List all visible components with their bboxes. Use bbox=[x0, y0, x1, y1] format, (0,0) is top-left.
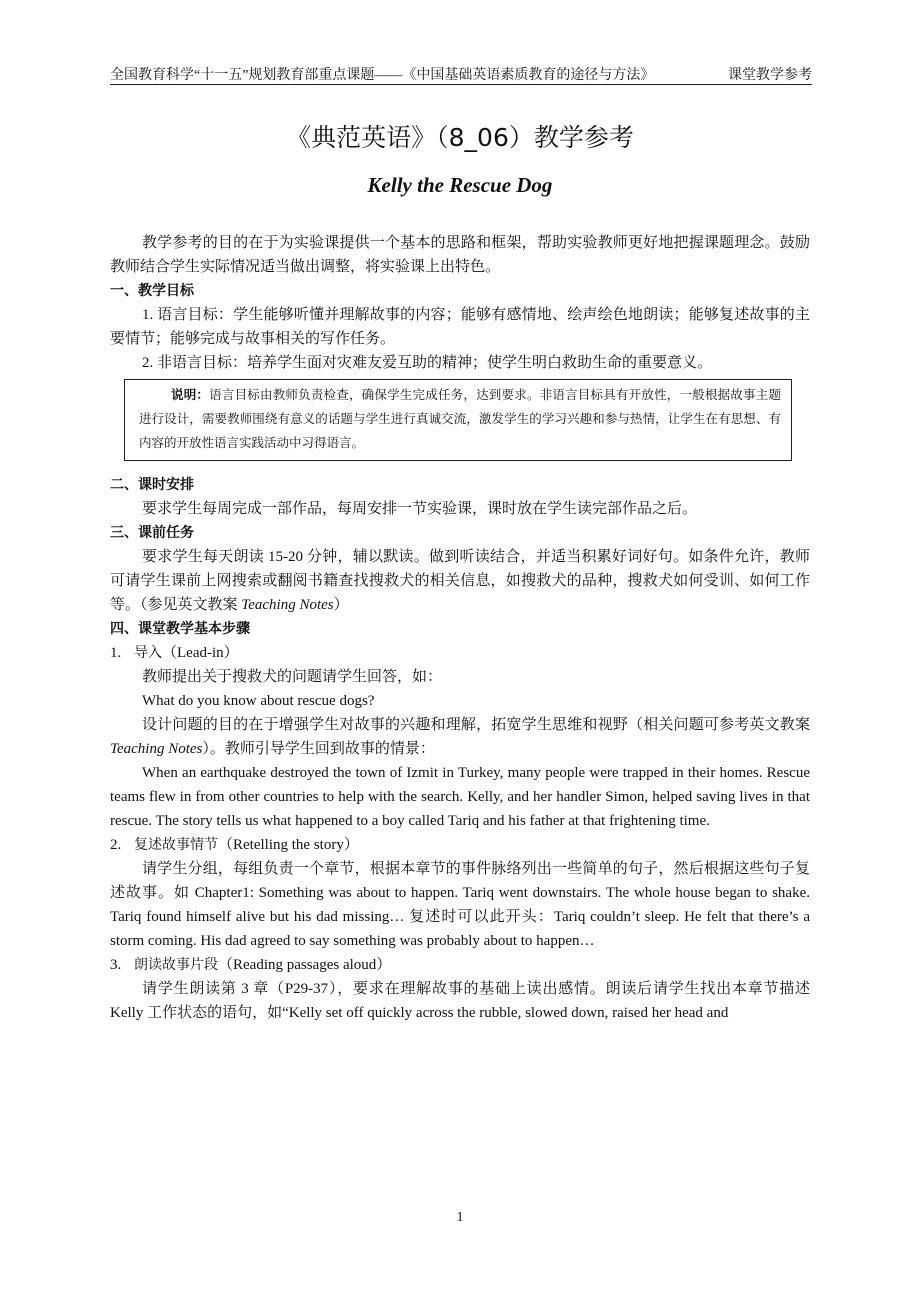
step3-paragraph: 请学生朗读第 3 章（P29-37），要求在理解故事的基础上读出感情。朗读后请学生找出本章节描述 Kelly 工作状态的语句，如“Kelly set off quickly across the rubble, slowed down, raised her head and bbox=[110, 981, 810, 1021]
step1-p3-end: ）。教师引导学生回到故事的情景： bbox=[202, 741, 435, 757]
intro-paragraph: 教学参考的目的在于为实验课提供一个基本的思路和框架，帮助实验教师更好地把握课题理念。鼓励教师结合学生实际情况适当做出调整，将实验课上出特色。 bbox=[110, 235, 810, 275]
pretask-text: 要求学生每天朗读 15-20 分钟，辅以默读。做到听读结合，并适当积累好词好句。如条件允许，教师可请学生课前上网搜索或翻阅书籍查找搜救犬的相关信息，如搜救犬的品种，搜救犬如何受训、如何工作等。（参见英文教案 bbox=[110, 549, 810, 613]
goal-non-language: 2. 非语言目标：培养学生面对灾难友爱互助的精神；使学生明白救助生命的重要意义。 bbox=[142, 355, 713, 371]
schedule-paragraph: 要求学生每周完成一部作品，每周安排一节实验课，课时放在学生读完部作品之后。 bbox=[142, 501, 698, 517]
step1-paragraph-1: 教师提出关于搜救犬的问题请学生回答，如： bbox=[142, 669, 443, 685]
note-body: 语言目标由教师负责检查，确保学生完成任务，达到要求。非语言目标具有开放性，一般根据故事主题进行设计，需要教师围绕有意义的话题与学生进行真诚交流，激发学生的学习兴趣和参与热情，让学生在有思想、有内容的开放性语言实践活动中习得语言。 bbox=[139, 388, 781, 450]
step1-paragraph-3 bbox=[110, 713, 810, 761]
step2-label-en: （Retelling the story） bbox=[218, 837, 359, 853]
step1-number: 1. bbox=[110, 645, 122, 661]
step1-p3-emphasis: Teaching Notes bbox=[110, 741, 203, 757]
step2-label: 复述故事情节 bbox=[134, 837, 218, 853]
step1-p3-text: 设计问题的目的在于增强学生对故事的兴趣和理解，拓宽学生思维和视野（相关问题可参考英文教案 bbox=[142, 717, 810, 733]
section-heading-goals: 一、教学目标 bbox=[110, 283, 194, 299]
note-text bbox=[139, 383, 781, 455]
step3-heading bbox=[110, 953, 810, 977]
goal-language: 1. 语言目标：学生能够听懂并理解故事的内容；能够有感情地、绘声绘色地朗读；能够复述故事的主要情节；能够完成与故事相关的写作任务。 bbox=[110, 307, 810, 347]
header-left-text: 全国教育科学“十一五”规划教育部重点课题——《中国基础英语素质教育的途径与方法》 bbox=[110, 68, 655, 83]
step3-label: 朗读故事片段 bbox=[134, 957, 218, 973]
header-right-text: 课堂教学参考 bbox=[728, 68, 812, 83]
note-box bbox=[124, 379, 792, 461]
page-number: 1 bbox=[456, 1210, 464, 1225]
section-heading-pretask: 三、课前任务 bbox=[110, 525, 194, 541]
page-header bbox=[110, 64, 812, 85]
step1-story-context: When an earthquake destroyed the town of Izmit in Turkey, many people were trapped in their homes. Rescue teams flew in from other countries to help with the search. Kelly, and her handler Simon, helped saving lives in that rescue. The story tells us what happened to a boy called Tariq and his father at that frightening time. bbox=[110, 765, 810, 829]
document-body bbox=[110, 231, 810, 1025]
page-subtitle: Kelly the Rescue Dog bbox=[367, 173, 553, 197]
step1-question: What do you know about rescue dogs? bbox=[142, 693, 375, 709]
note-label: 说明： bbox=[171, 388, 210, 402]
step2-number: 2. bbox=[110, 837, 122, 853]
step1-label-en: （Lead-in） bbox=[162, 645, 239, 661]
page-title: 《典范英语》（8_06）教学参考 bbox=[286, 123, 634, 152]
pretask-paragraph bbox=[110, 545, 810, 617]
pretask-text-end: ） bbox=[333, 597, 349, 613]
pretask-emphasis: Teaching Notes bbox=[241, 597, 334, 613]
step1-heading bbox=[110, 641, 810, 665]
section-heading-steps: 四、课堂教学基本步骤 bbox=[110, 621, 250, 637]
step3-number: 3. bbox=[110, 957, 122, 973]
step3-label-en: （Reading passages aloud） bbox=[218, 957, 392, 973]
step1-label: 导入 bbox=[134, 645, 162, 661]
step2-paragraph: 请学生分组，每组负责一个章节，根据本章节的事件脉络列出一些简单的句子，然后根据这些句子复述故事。如 Chapter1: Something was about to happen. Tariq went downstairs. The whole house began to shake. Tariq found himself alive but his dad missing… 复述时可以此开头：Tariq couldn’t sleep. He felt that there’s a storm coming. His dad agreed to say something was probably about to happen… bbox=[110, 861, 810, 949]
section-heading-schedule: 二、课时安排 bbox=[110, 477, 194, 493]
step2-heading bbox=[110, 833, 810, 857]
